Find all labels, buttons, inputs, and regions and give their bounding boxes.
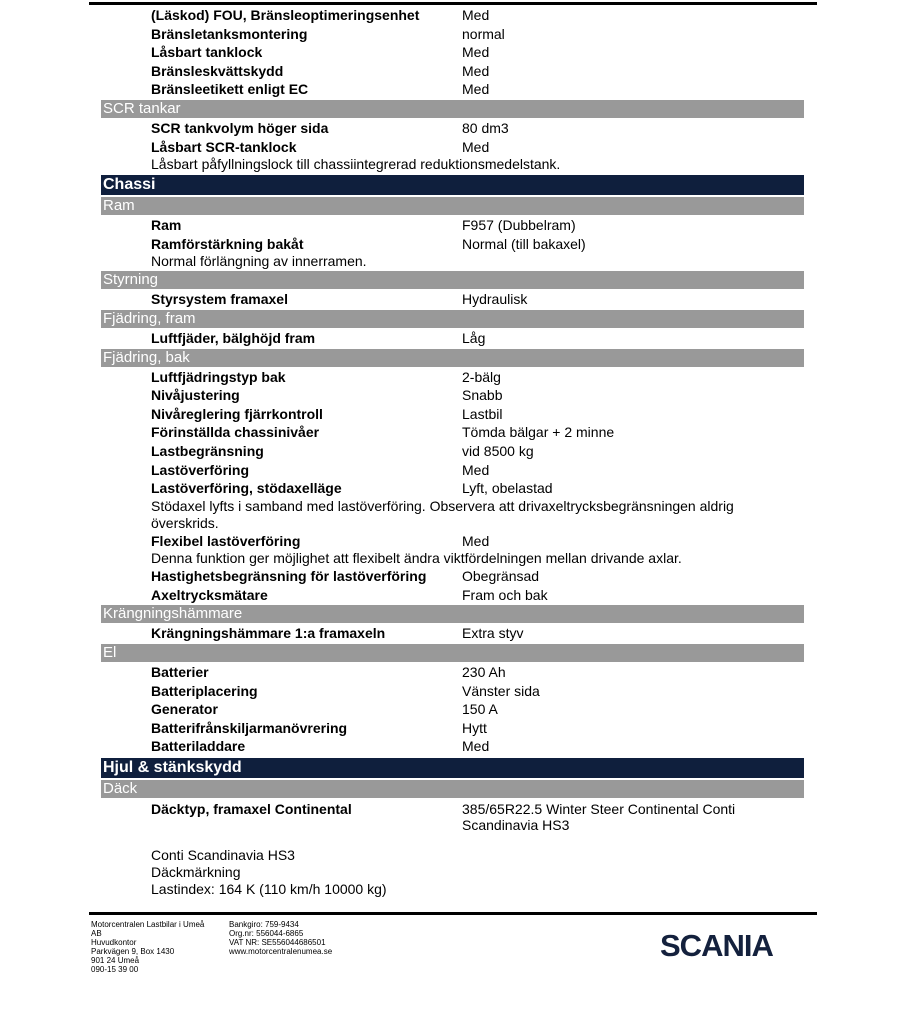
subsection-heading <box>0 310 906 328</box>
spec-row <box>0 216 906 235</box>
spec-note: Conti Scandinavia HS3 <box>151 847 295 864</box>
heading-bar <box>101 100 804 118</box>
spec-value: Lastbil <box>462 405 503 422</box>
spec-row <box>0 479 906 498</box>
spec-row <box>0 719 906 738</box>
spec-value: Låg <box>462 329 486 346</box>
footer-line: 901 24 Umeå <box>91 956 140 965</box>
spec-label: Flexibel lastöverföring <box>151 532 301 549</box>
spec-value: F957 (Dubbelram) <box>462 217 576 234</box>
spec-label: Hastighetsbegränsning för lastöverföring <box>151 568 427 585</box>
heading-title: Styrning <box>103 271 159 289</box>
spec-value: Obegränsad <box>462 568 540 585</box>
footer-line: Motorcentralen Lastbilar i Umeå <box>91 920 205 929</box>
spec-value: Hytt <box>462 719 487 736</box>
spec-row <box>0 80 906 99</box>
spec-value: Med <box>462 81 490 98</box>
spec-value: Hydraulisk <box>462 291 528 308</box>
spec-row <box>0 25 906 44</box>
heading-title: Fjädring, fram <box>103 309 196 327</box>
spec-row <box>0 43 906 62</box>
subsection-heading <box>0 605 906 623</box>
spec-label: Nivåreglering fjärrkontroll <box>151 405 323 422</box>
heading-title: Ram <box>103 197 135 215</box>
spec-row <box>0 532 906 551</box>
spec-label: (Läskod) FOU, Bränsleoptimeringsenhet <box>151 7 420 23</box>
spec-value: Tömda bälgar + 2 minne <box>462 424 615 441</box>
spec-row <box>0 386 906 405</box>
spec-value: Extra styv <box>462 625 524 642</box>
spec-value: Med <box>462 461 490 478</box>
spec-label: Bränsleskvättskydd <box>151 62 284 79</box>
spec-row <box>0 119 906 138</box>
footer-website-link[interactable]: www.motorcentralenumea.se <box>229 947 333 956</box>
spec-label: Ramförstärkning bakåt <box>151 235 304 252</box>
heading-title: El <box>103 644 117 662</box>
spec-value: 230 Ah <box>462 664 506 681</box>
heading-title: Krängningshämmare <box>103 605 243 623</box>
spec-row <box>0 682 906 701</box>
spec-row <box>0 461 906 480</box>
footer-line: 090-15 39 00 <box>91 965 139 974</box>
spec-value: Med <box>462 7 490 23</box>
spec-label: Bränsleetikett enligt EC <box>151 81 309 98</box>
spec-value: 150 A <box>462 701 498 718</box>
heading-title: SCR tankar <box>103 99 181 117</box>
spec-label: Styrsystem framaxel <box>151 291 288 308</box>
spec-label: Batterier <box>151 664 209 681</box>
spec-label: Batterifrånskiljarmanövrering <box>151 719 348 736</box>
heading-title: Däck <box>103 780 138 798</box>
subsection-heading <box>0 644 906 662</box>
subsection-heading <box>0 271 906 289</box>
spec-row <box>0 138 906 157</box>
spec-row <box>0 290 906 309</box>
spec-label: Låsbart SCR-tanklock <box>151 138 297 155</box>
footer-rule <box>89 912 817 915</box>
spec-row <box>0 624 906 643</box>
top-rule <box>89 2 817 5</box>
spec-value: Snabb <box>462 387 503 404</box>
footer-company-info <box>91 920 204 974</box>
spec-label: Däcktyp, framaxel Continental <box>151 801 352 818</box>
spec-label: Luftfjädringstyp bak <box>151 368 286 385</box>
spec-value: Normal (till bakaxel) <box>462 235 586 252</box>
spec-list <box>0 6 906 898</box>
spec-label: Generator <box>151 701 218 718</box>
spec-label: Krängningshämmare 1:a framaxeln <box>151 625 386 642</box>
spec-row <box>0 567 906 586</box>
spec-value: 385/65R22.5 Winter Steer Continental Conti Scandinavia HS3 <box>462 801 736 834</box>
spec-value: vid 8500 kg <box>462 442 534 459</box>
spec-label: Lastöverföring <box>151 461 250 478</box>
tire-spec-row <box>0 799 906 847</box>
heading-bar <box>101 644 804 662</box>
spec-label: Nivåjustering <box>151 387 240 404</box>
spec-label: Lastöverföring, stödaxelläge <box>151 480 342 497</box>
spec-value: Med <box>462 532 490 549</box>
footer-line: Huvudkontor <box>91 938 137 947</box>
spec-value: Med <box>462 738 490 755</box>
heading-title: Hjul & stänkskydd <box>103 759 242 777</box>
spec-label: Lastbegränsning <box>151 442 264 459</box>
spec-row <box>0 442 906 461</box>
spec-label: Förinställda chassinivåer <box>151 424 320 441</box>
spec-label: Batteriladdare <box>151 738 246 755</box>
spec-row <box>0 368 906 387</box>
heading-title: Fjädring, bak <box>103 348 190 366</box>
spec-note: Stödaxel lyfts i samband med lastöverföring. Observera att drivaxeltrycksbegränsningen aldrig överskrids. <box>151 497 734 531</box>
spec-value: Fram och bak <box>462 586 548 603</box>
spec-row <box>0 329 906 348</box>
section-heading <box>0 758 906 778</box>
heading-title: Chassi <box>103 176 156 194</box>
spec-value: Med <box>462 62 490 79</box>
spec-label: Luftfjäder, bälghöjd fram <box>151 329 316 346</box>
spec-label: Batteriplacering <box>151 682 258 699</box>
spec-note: Normal förlängning av innerramen. <box>151 253 367 270</box>
footer-line: Bankgiro: 759-9434 <box>229 920 299 929</box>
spec-row <box>0 423 906 442</box>
heading-bar <box>101 175 804 195</box>
spec-note: Lastindex: 164 K (110 km/h 10000 kg) <box>151 881 387 898</box>
spec-value: Lyft, obelastad <box>462 480 553 497</box>
spec-row <box>0 586 906 605</box>
footer-line: Parkvägen 9, Box 1430 <box>91 947 175 956</box>
subsection-heading <box>0 349 906 367</box>
spec-note: Låsbart påfyllningslock till chassiintegrerad reduktionsmedelstank. <box>151 156 561 173</box>
spec-value: Med <box>462 44 490 61</box>
footer-line: VAT NR: SE556044686501 <box>229 938 326 947</box>
spec-row <box>0 663 906 682</box>
footer-line: Org.nr: 556044-6865 <box>229 929 304 938</box>
spec-note: Denna funktion ger möjlighet att flexibelt ändra viktfördelningen mellan drivande axlar. <box>151 550 682 567</box>
spec-note: Däckmärkning <box>151 864 241 881</box>
spec-row <box>0 235 906 254</box>
spec-label: Låsbart tanklock <box>151 44 263 61</box>
footer-bank-info <box>229 920 332 956</box>
spec-value: Vänster sida <box>462 682 540 699</box>
subsection-heading <box>0 100 906 118</box>
spec-row <box>0 700 906 719</box>
spec-value: 2-bälg <box>462 368 501 385</box>
subsection-heading <box>0 197 906 215</box>
heading-bar <box>101 310 804 328</box>
spec-label: Ram <box>151 217 182 234</box>
heading-bar <box>101 197 804 215</box>
heading-bar <box>101 271 804 289</box>
spec-value: 80 dm3 <box>462 119 509 136</box>
spec-label: Axeltrycksmätare <box>151 586 268 603</box>
scania-logo: SCANIA <box>660 928 773 963</box>
footer-line: AB <box>91 929 102 938</box>
spec-label: Bränsletanksmontering <box>151 25 308 42</box>
spec-value: Med <box>462 138 490 155</box>
section-heading <box>0 175 906 195</box>
spec-row <box>0 405 906 424</box>
spec-row <box>0 6 906 25</box>
heading-bar <box>101 780 804 798</box>
spec-label: SCR tankvolym höger sida <box>151 119 329 136</box>
spec-value: normal <box>462 25 505 42</box>
spec-row <box>0 737 906 756</box>
spec-row <box>0 62 906 81</box>
subsection-heading <box>0 780 906 798</box>
heading-bar <box>101 349 804 367</box>
